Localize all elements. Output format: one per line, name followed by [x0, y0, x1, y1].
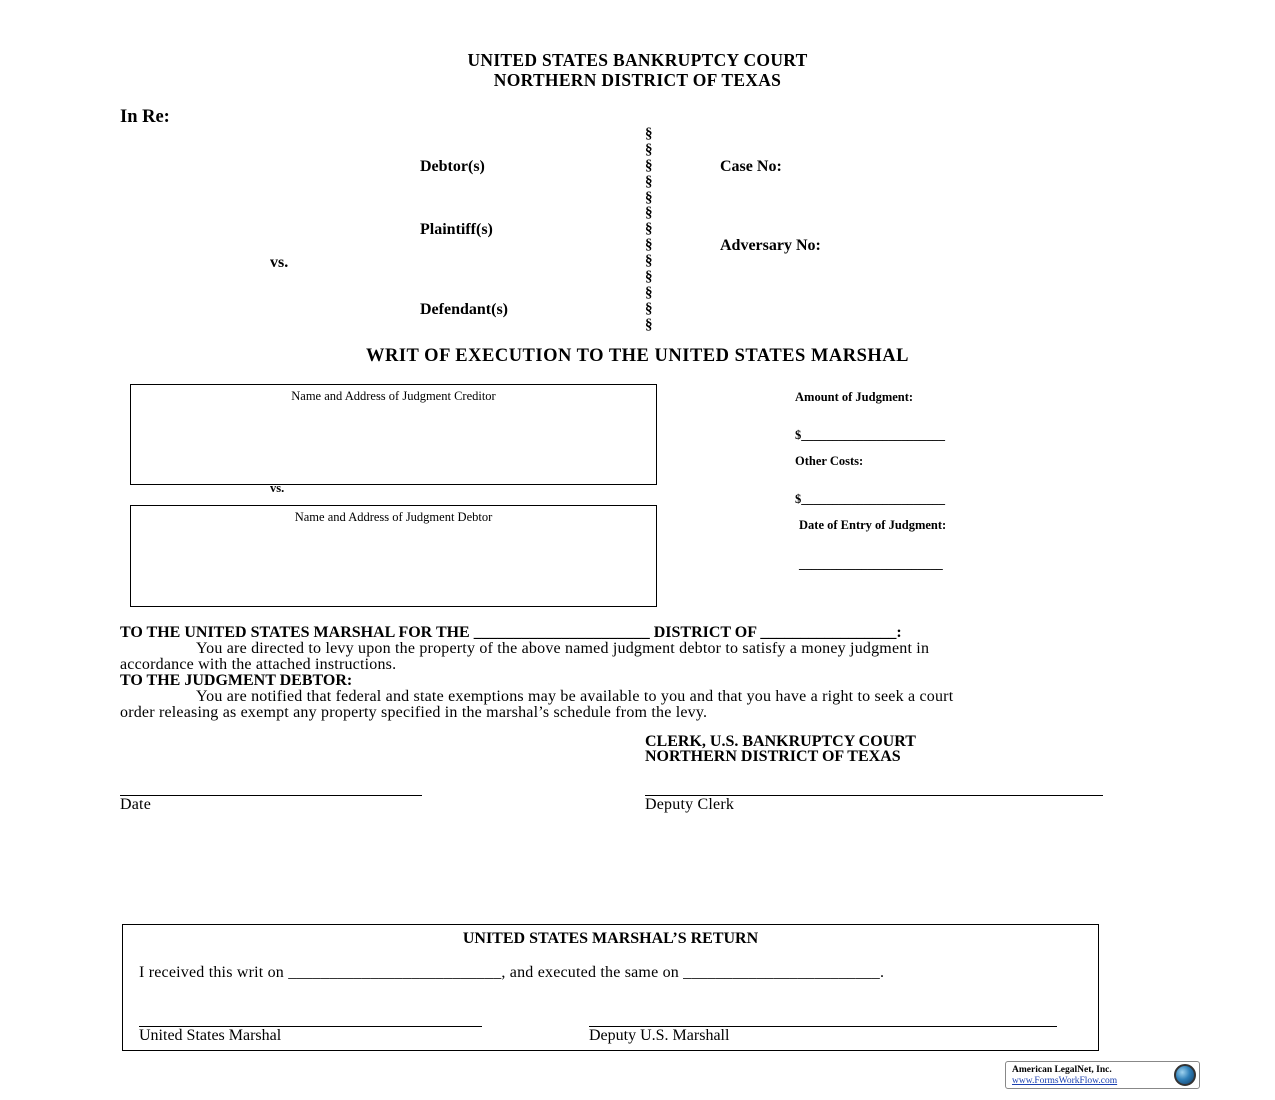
amount-of-judgment-label: Amount of Judgment: [795, 390, 914, 404]
deputy-marshal-label: Deputy U.S. Marshall [589, 1027, 730, 1044]
section-symbol: § [645, 221, 653, 238]
vs-label: vs. [270, 254, 289, 271]
american-legalnet-logo[interactable] [1005, 1061, 1200, 1089]
date-entry-label: Date of Entry of Judgment: [799, 518, 947, 532]
clerk-title-line2: NORTHERN DISTRICT OF TEXAS [645, 748, 901, 765]
judgment-debtor-label: Name and Address of Judgment Debtor [294, 510, 493, 524]
section-symbol: § [645, 253, 653, 270]
section-symbol: § [645, 126, 653, 142]
plaintiff-label: Plaintiff(s) [420, 221, 493, 238]
section-symbol: § [645, 173, 653, 190]
section-symbol: § [645, 284, 653, 301]
us-marshal-label: United States Marshal [139, 1027, 282, 1044]
judgment-creditor-box[interactable] [130, 384, 657, 485]
section-symbol-column [645, 127, 653, 334]
defendant-label: Defendant(s) [420, 301, 508, 318]
globe-icon [1174, 1064, 1196, 1086]
writ-title: WRIT OF EXECUTION TO THE UNITED STATES MARSHAL [365, 346, 909, 366]
deputy-clerk-label: Deputy Clerk [645, 796, 735, 813]
section-symbol: § [645, 237, 653, 254]
marshal-directive-line2: accordance with the attached instructions. [120, 656, 397, 673]
marshal-directive-heading: TO THE UNITED STATES MARSHAL FOR THE ______________________ DISTRICT OF _________________: [120, 624, 902, 641]
section-symbol: § [645, 141, 653, 158]
other-costs-label: Other Costs: [795, 454, 864, 468]
debtor-notice-line1: You are notified that federal and state exemptions may be available to you and that you have a right to seek a court [196, 688, 954, 705]
section-symbol: § [645, 269, 653, 286]
date-entry-field[interactable]: _______________________ [799, 557, 943, 571]
logo-company-name: American LegalNet, Inc. [1012, 1065, 1112, 1075]
marshals-return-box [122, 924, 1099, 1051]
debtor-label: Debtor(s) [420, 158, 485, 175]
court-district: NORTHERN DISTRICT OF TEXAS [493, 70, 782, 90]
marshals-return-title: UNITED STATES MARSHAL’S RETURN [462, 930, 759, 947]
vs-small-label: vs. [270, 481, 285, 495]
section-symbol: § [645, 300, 653, 317]
section-symbol: § [645, 316, 653, 333]
amount-of-judgment-field[interactable]: $_______________________ [795, 428, 945, 442]
marshal-directive-line1: You are directed to levy upon the property of the above named judgment debtor to satisfy a money judgment in [196, 640, 930, 657]
adversary-no-label: Adversary No: [720, 237, 821, 254]
date-label: Date [120, 796, 152, 813]
judgment-debtor-box[interactable] [130, 505, 657, 607]
other-costs-field[interactable]: $_______________________ [795, 492, 945, 506]
case-no-label: Case No: [720, 158, 782, 175]
received-writ-line[interactable]: I received this writ on __________________________, and executed the same on ________________________. [139, 964, 885, 981]
court-name: UNITED STATES BANKRUPTCY COURT [467, 50, 808, 70]
section-symbol: § [645, 205, 653, 222]
logo-url-link[interactable]: www.FormsWorkFlow.com [1012, 1076, 1118, 1086]
judgment-creditor-label: Name and Address of Judgment Creditor [291, 389, 496, 403]
debtor-notice-heading: TO THE JUDGMENT DEBTOR: [120, 672, 353, 689]
date-signature-line[interactable] [120, 795, 422, 796]
section-symbol: § [645, 189, 653, 206]
section-symbol: § [645, 157, 653, 174]
clerk-title-line1: CLERK, U.S. BANKRUPTCY COURT [645, 733, 916, 750]
debtor-notice-line2: order releasing as exempt any property specified in the marshal’s schedule from the levy. [120, 704, 708, 721]
in-re-label: In Re: [120, 107, 170, 127]
